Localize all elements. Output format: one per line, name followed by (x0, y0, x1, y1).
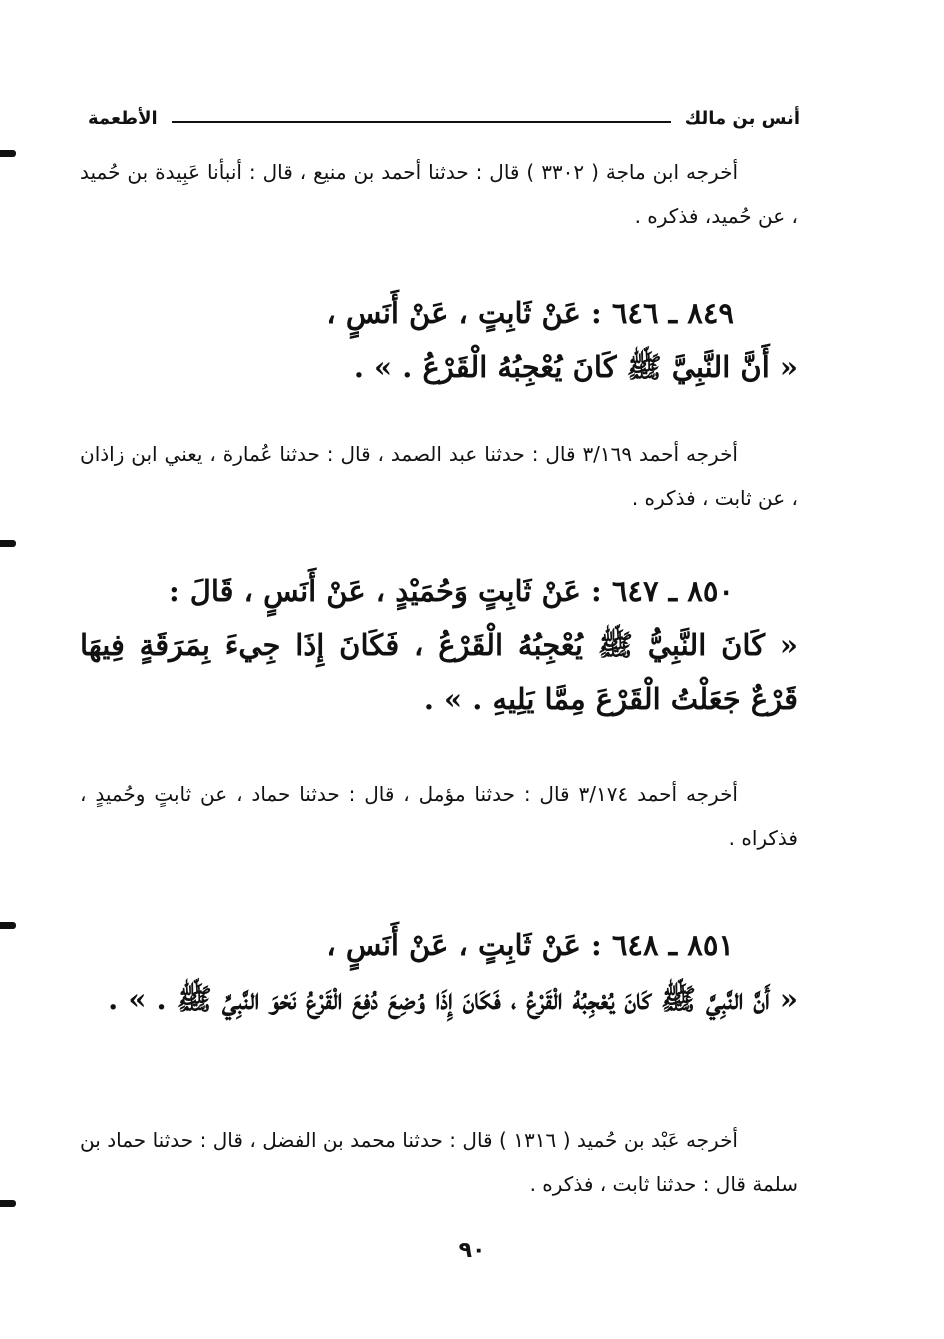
binding-mark (0, 150, 16, 157)
chapter-title: الأطعمة (88, 107, 158, 129)
hadith-number: ٨٥١ ـ ٦٤٨ (611, 928, 734, 962)
hadith-number: ٨٤٩ ـ ٦٤٦ (611, 296, 734, 330)
source-note (80, 432, 798, 520)
hadith-chain: : عَنْ ثَابِتٍ ، عَنْ أَنَسٍ ، (326, 296, 602, 330)
source-note (80, 772, 798, 860)
header-rule (172, 121, 671, 123)
hadith-entry (80, 564, 798, 726)
source-text: أخرجه أحمد ٣/١٧٤ قال : حدثنا مؤمل ، قال : حدثنا حماد ، عن ثابتٍ وحُميدٍ ، فذكراه . (80, 782, 798, 850)
hadith-heading (80, 918, 798, 972)
hadith-heading (80, 564, 798, 618)
hadith-number: ٨٥٠ ـ ٦٤٧ (611, 574, 734, 608)
hadith-heading (80, 286, 798, 340)
source-text: أخرجه عَبْد بن حُميد ( ١٣١٦ ) قال : حدثنا محمد بن الفضل ، قال : حدثنا حماد بن سلمة قال : حدثنا ثابت ، فذكره . (80, 1128, 798, 1196)
narrator-title: أنس بن مالك (684, 107, 800, 129)
page-number: ٩٠ (458, 1238, 486, 1263)
hadith-entry (80, 286, 798, 394)
source-note (80, 150, 798, 238)
hadith-chain: : عَنْ ثَابِتٍ وَحُمَيْدٍ ، عَنْ أَنَسٍ ، قَالَ : (168, 574, 602, 608)
source-text: أخرجه ابن ماجة ( ٣٣٠٢ ) قال : حدثنا أحمد بن منيع ، قال : أنبأنا عَبِيدة بن حُميد ، عن حُميد، فذكره . (80, 160, 798, 228)
source-note (80, 1118, 798, 1206)
hadith-text: « أَنَّ النَّبِيَّ ﷺ كَانَ يُعْجِبُهُ الْقَرْعُ . » . (353, 350, 798, 384)
hadith-text: « كَانَ النَّبِيُّ ﷺ يُعْجِبُهُ الْقَرْعُ ، فَكَانَ إِذَا جِيءَ بِمَرَقَةٍ فِيهَا قَرْعٌ جَعَلْتُ الْقَرْعَ مِمَّا يَلِيهِ . » . (80, 628, 798, 716)
binding-mark (0, 1200, 16, 1207)
binding-mark (0, 540, 16, 547)
hadith-entry (80, 918, 798, 1026)
running-header (88, 100, 800, 136)
source-text: أخرجه أحمد ٣/١٦٩ قال : حدثنا عبد الصمد ، قال : حدثنا عُمارة ، يعني ابن زاذان ، عن ثابت ، فذكره . (80, 442, 798, 510)
hadith-chain: : عَنْ ثَابِتٍ ، عَنْ أَنَسٍ ، (326, 928, 602, 962)
hadith-text: « أَنَّ النَّبِيَّ ﷺ كَانَ يُعْجِبُهُ الْقَرْعُ ، فَكَانَ إِذَا وُضِعَ دُفِعَ الْقَرْعُ نَحْوَ النَّبِيِّ ﷺ . » . (108, 982, 798, 1016)
binding-mark (0, 922, 16, 929)
